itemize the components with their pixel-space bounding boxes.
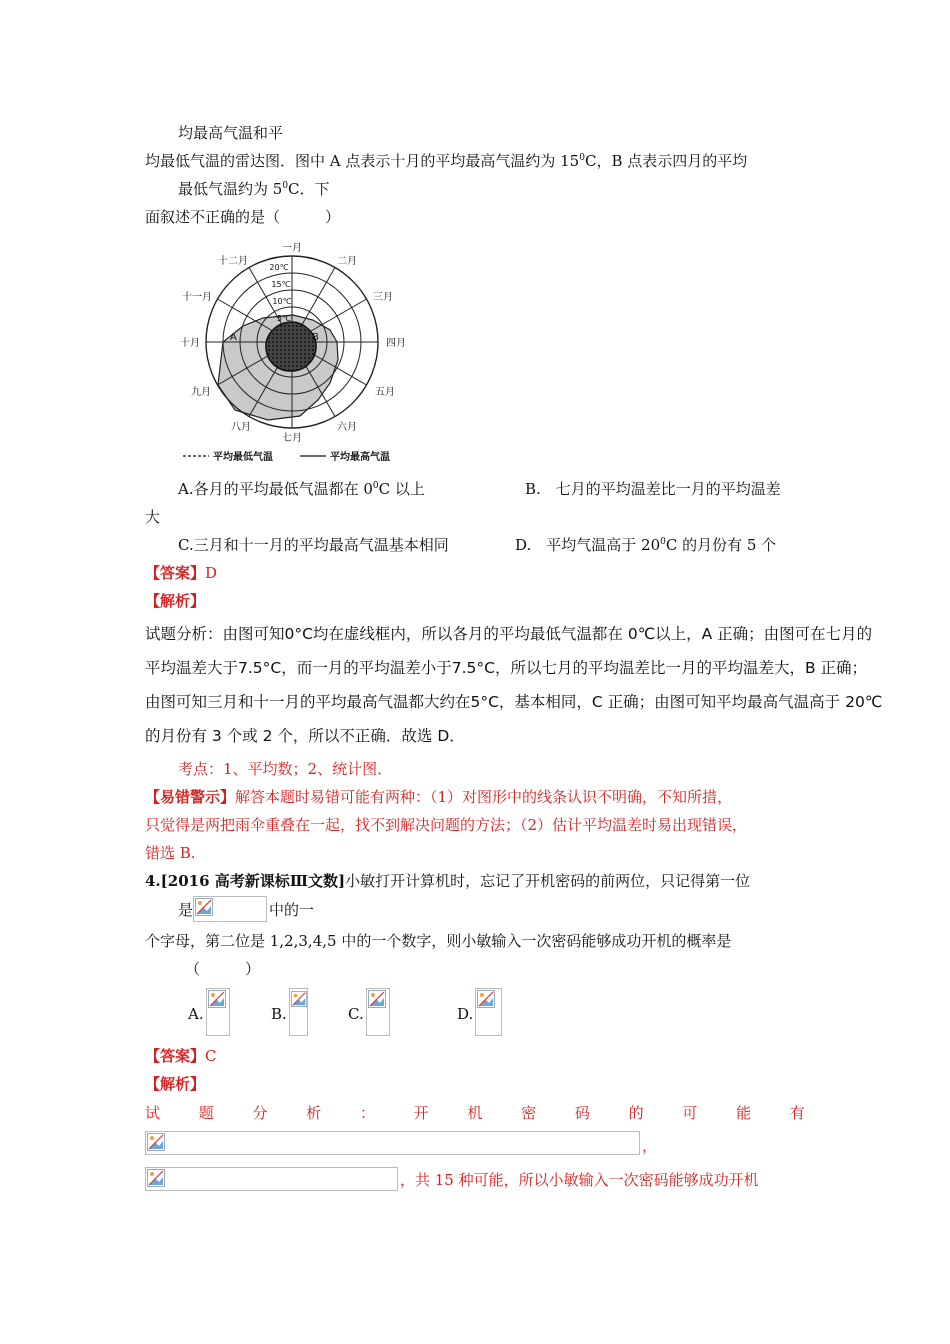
q3-stem-line2: 均最低气温的雷达图．图中 A 点表示十月的平均最高气温约为 $15^0C$，B 点表示四月的平均 [145,152,748,170]
q4-analysis-comma: ， [642,1137,658,1155]
broken-image-icon [289,988,308,1036]
broken-image-icon [206,988,230,1036]
month-label-5: 五月 [375,387,395,398]
radar-chart-figure [175,240,415,470]
q3-option-c: C.三月和十一月的平均最高气温基本相同 [178,536,449,554]
legend-high: 平均最高气温 [330,452,390,463]
q4-paren: （ ） [185,960,261,978]
q4-option-d-label: D. [457,1005,474,1023]
q3-analysis-line1: 试题分析：由图可知0°C均在虚线框内，所以各月的平均最低气温都在 0℃以上，A 正确；由图可在七月的 [145,625,873,643]
q4-answer: 【答案】C [145,1047,217,1065]
legend-low: 平均最低气温 [213,452,273,463]
point-a-label: A [230,332,237,343]
month-label-12: 十二月 [218,256,248,267]
q4-option-c-label: C. [348,1005,364,1023]
month-label-6: 六月 [337,422,357,433]
broken-image-icon [193,896,267,922]
q3-analysis-line3: 由图可知三月和十一月的平均最高气温都大约在5°C，基本相同，C 正确；由图可知平均最高气温高于 20℃ [145,693,883,711]
month-label-2: 二月 [337,256,357,267]
month-label-1: 一月 [282,243,302,254]
month-label-9: 九月 [191,387,211,398]
q3-kaodian: 考点：1、平均数；2、统计图． [178,760,393,778]
q4-option-b-label: B. [271,1005,287,1023]
month-label-3: 三月 [373,292,393,303]
month-label-7: 七月 [282,433,302,444]
broken-image-icon [145,1131,640,1155]
point-b-label: B [312,332,319,343]
q3-option-a: A.各月的平均最低气温都在 $0^0C$ 以上 [178,480,425,498]
q4-option-a-label: A. [188,1005,204,1023]
ring-label-20: 20℃ [269,263,289,272]
month-label-11: 十一月 [182,292,212,303]
q4-stem-line2b: 中的一 [269,901,315,919]
q3-answer: 【答案】D [145,564,218,582]
month-label-4: 四月 [386,338,406,349]
q3-warning-line1: 【易错警示】解答本题时易错可能有两种：（1）对图形中的线条认识不明确，不知所措， [145,788,733,806]
q4-analysis-line3: ，共 15 种可能，所以小敏输入一次密码能够成功开机 [400,1171,759,1189]
q3-option-b-cont: 大 [145,508,161,526]
q4-stem-line2a: 是 [178,901,194,919]
q3-option-d: D. 平均气温高于 $20^0C$ 的月份有 5 个 [515,536,777,554]
broken-image-icon [145,1167,398,1191]
ring-label-10: 10℃ [272,297,292,306]
ring-label-15: 15℃ [271,280,291,289]
month-label-10: 十月 [180,338,200,349]
q3-stem-line1: 均最高气温和平 [178,124,284,142]
q3-analysis-line4: 的月份有 3 个或 2 个，所以不正确．故选 D． [145,727,465,745]
q3-warning-line3: 错选 B. [145,844,196,862]
month-label-8: 八月 [231,422,251,433]
q3-analysis-line2: 平均温差大于7.5°C，而一月的平均温差小于7.5°C，所以七月的平均温差比一月的平均温差大，B 正确； [145,659,868,677]
broken-image-icon [366,988,390,1036]
q3-analysis-label: 【解析】 [145,592,206,610]
broken-image-icon [475,988,502,1036]
q4-analysis-label: 【解析】 [145,1075,206,1093]
q4-stem-line1: 4.[2016 高考新课标Ⅲ文数]小敏打开计算机时，忘记了开机密码的前两位，只记得第一位 [145,872,751,890]
q3-warning-line2: 只觉得是两把雨伞重叠在一起，找不到解决问题的方法；（2）估计平均温差时易出现错误， [145,816,748,834]
q4-analysis-line1: 试 题 分 析 ： 开 机 密 码 的 可 能 有 [145,1104,805,1122]
low-temp-region [266,322,316,371]
q3-option-b: B. 七月的平均温差比一月的平均温差 [525,480,781,498]
q4-stem-line3: 个字母，第二位是 1,2,3,4,5 中的一个数字，则小敏输入一次密码能够成功开机的概率是 [145,932,732,950]
ring-label-5: 5℃ [276,314,292,323]
q3-stem-line4: 面叙述不正确的是（ ） [145,208,341,226]
q3-stem-line3: 最低气温约为 $5^0C$．下 [178,180,330,198]
